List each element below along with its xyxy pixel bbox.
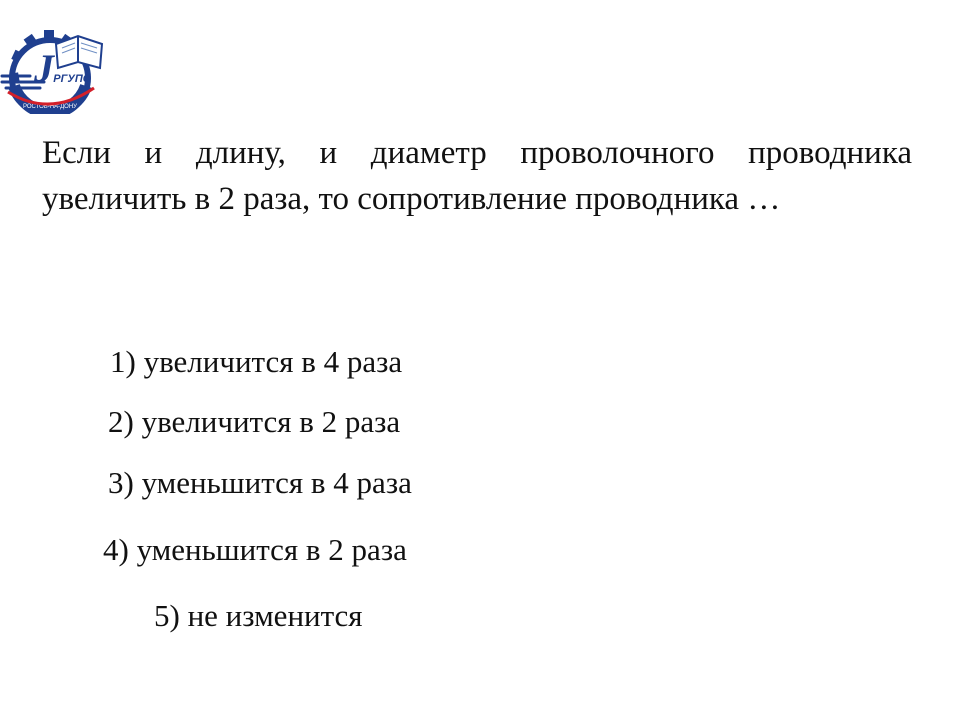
- answer-option-4[interactable]: 4) уменьшится в 2 раза: [103, 532, 407, 567]
- university-logo-emblem: [0, 22, 112, 114]
- answer-option-1[interactable]: 1) увеличится в 4 раза: [110, 344, 403, 379]
- question-line-2: увеличить в 2 раза, то сопротивление проводника …: [42, 181, 781, 217]
- answer-option-5[interactable]: 5) не изменится: [154, 598, 363, 633]
- logo-wordmark: РГУПС: [53, 73, 91, 85]
- svg-text:J: J: [34, 46, 54, 91]
- question-line-1: Если и длину, и диаметр проволочного проводника: [42, 135, 912, 171]
- answer-option-2[interactable]: 2) увеличится в 2 раза: [108, 404, 401, 439]
- university-logo: [0, 22, 112, 114]
- answer-option-3[interactable]: 3) уменьшится в 4 раза: [108, 465, 412, 500]
- question-text: [42, 130, 912, 222]
- logo-ring-text: РОСТОВ-НА-ДОНУ: [23, 104, 77, 110]
